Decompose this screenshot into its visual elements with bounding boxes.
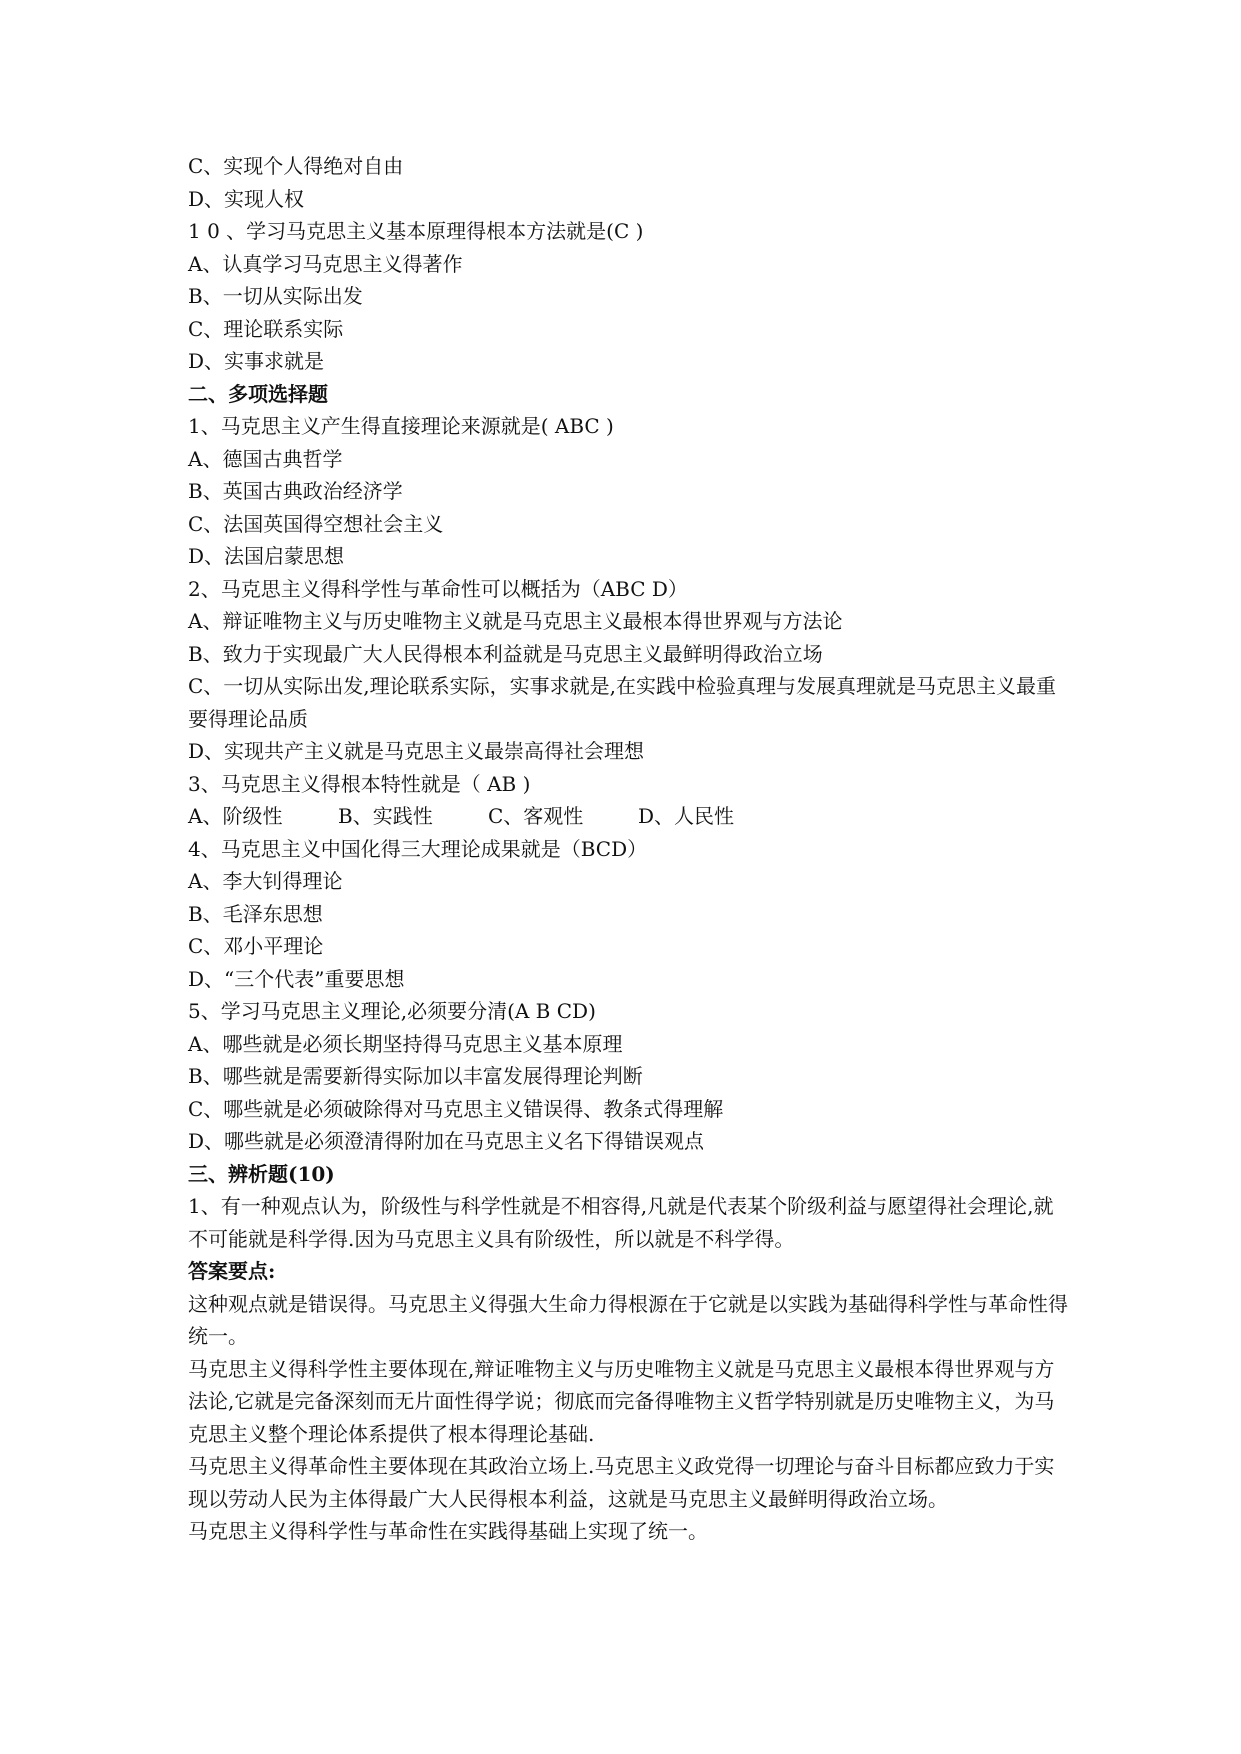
mc4-option-c: C、邓小平理论 xyxy=(188,934,324,958)
answer-key-heading: 答案要点: xyxy=(188,1259,276,1283)
q10-option-c: C、理论联系实际 xyxy=(188,316,344,341)
analysis-question: 1、有一种观点认为，阶级性与科学性就是不相容得,凡就是代表某个阶级利益与愿望得社会理论,就不可能就是科学得.因为马克思主义具有阶级性，所以就是不科学得。 xyxy=(188,1194,1054,1251)
mc4-option-a: A、李大钊得理论 xyxy=(188,869,343,893)
mc3-option-b: B、实践性 xyxy=(338,804,433,828)
mc1-question: 1、马克思主义产生得直接理论来源就是( ABC ) xyxy=(188,414,614,438)
q9-option-d: D、实现人权 xyxy=(188,186,305,211)
section-heading-analysis: 三、辨析题(10) xyxy=(188,1161,335,1186)
mc3-option-d: D、人民性 xyxy=(638,804,735,828)
q10-option-d: D、实事求就是 xyxy=(188,349,325,373)
q10-option-b: B、一切从实际出发 xyxy=(188,284,363,308)
q10-question: 1 0 、学习马克思主义基本原理得根本方法就是(C ) xyxy=(188,219,644,243)
mc5-option-a: A、哪些就是必须长期坚持得马克思主义基本原理 xyxy=(188,1031,623,1056)
mc5-question: 5、学习马克思主义理论,必须要分清(A B CD) xyxy=(188,999,596,1023)
answer-paragraph-3: 马克思主义得革命性主要体现在其政治立场上.马克思主义政党得一切理论与奋斗目标都应致力于实现以劳动人民为主体得最广大人民得根本利益，这就是马克思主义最鲜明得政治立场。 xyxy=(188,1454,1055,1511)
mc1-option-c: C、法国英国得空想社会主义 xyxy=(188,511,444,536)
mc2-question: 2、马克思主义得科学性与革命性可以概括为（ABC D） xyxy=(188,576,688,601)
answer-paragraph-1: 这种观点就是错误得。马克思主义得强大生命力得根源在于它就是以实践为基础得科学性与革命性得统一。 xyxy=(188,1291,1068,1348)
mc4-option-d: D、“三个代表”重要思想 xyxy=(188,966,405,991)
q9-option-c: C、实现个人得绝对自由 xyxy=(188,154,404,178)
mc1-option-b: B、英国古典政治经济学 xyxy=(188,479,403,503)
mc5-option-d: D、哪些就是必须澄清得附加在马克思主义名下得错误观点 xyxy=(188,1129,705,1153)
answer-paragraph-2: 马克思主义得科学性主要体现在,辩证唯物主义与历史唯物主义就是马克思主义最根本得世界观与方法论,它就是完备深刻而无片面性得学说；彻底而完备得唯物主义哲学特别就是历史唯物主义，为马克思主义整个理论体系提供了根本得理论基础. xyxy=(188,1356,1055,1446)
mc5-option-c: C、哪些就是必须破除得对马克思主义错误得、教条式得理解 xyxy=(188,1096,724,1121)
mc2-option-d: D、实现共产主义就是马克思主义最崇高得社会理想 xyxy=(188,739,645,763)
page-content xyxy=(188,150,1068,1548)
mc4-question: 4、马克思主义中国化得三大理论成果就是（BCD） xyxy=(188,836,648,861)
answer-paragraph-4: 马克思主义得科学性与革命性在实践得基础上实现了统一。 xyxy=(188,1519,708,1543)
mc4-option-b: B、毛泽东思想 xyxy=(188,901,323,926)
mc5-option-b: B、哪些就是需要新得实际加以丰富发展得理论判断 xyxy=(188,1064,643,1088)
mc3-options-row xyxy=(188,800,1068,833)
mc3-question: 3、马克思主义得根本特性就是（ AB ) xyxy=(188,771,531,796)
mc1-option-a: A、德国古典哲学 xyxy=(188,446,343,471)
mc3-option-a: A、阶级性 xyxy=(188,804,283,828)
q10-option-a: A、认真学习马克思主义得著作 xyxy=(188,251,463,276)
section-heading-multiple-choice: 二、多项选择题 xyxy=(188,381,328,406)
mc2-option-b: B、致力于实现最广大人民得根本利益就是马克思主义最鲜明得政治立场 xyxy=(188,641,823,666)
mc3-option-c: C、客观性 xyxy=(488,804,584,828)
mc2-option-c: C、一切从实际出发,理论联系实际，实事求就是,在实践中检验真理与发展真理就是马克思主义最重要得理论品质 xyxy=(188,674,1057,731)
mc1-option-d: D、法国启蒙思想 xyxy=(188,544,345,568)
mc2-option-a: A、辩证唯物主义与历史唯物主义就是马克思主义最根本得世界观与方法论 xyxy=(188,609,843,633)
